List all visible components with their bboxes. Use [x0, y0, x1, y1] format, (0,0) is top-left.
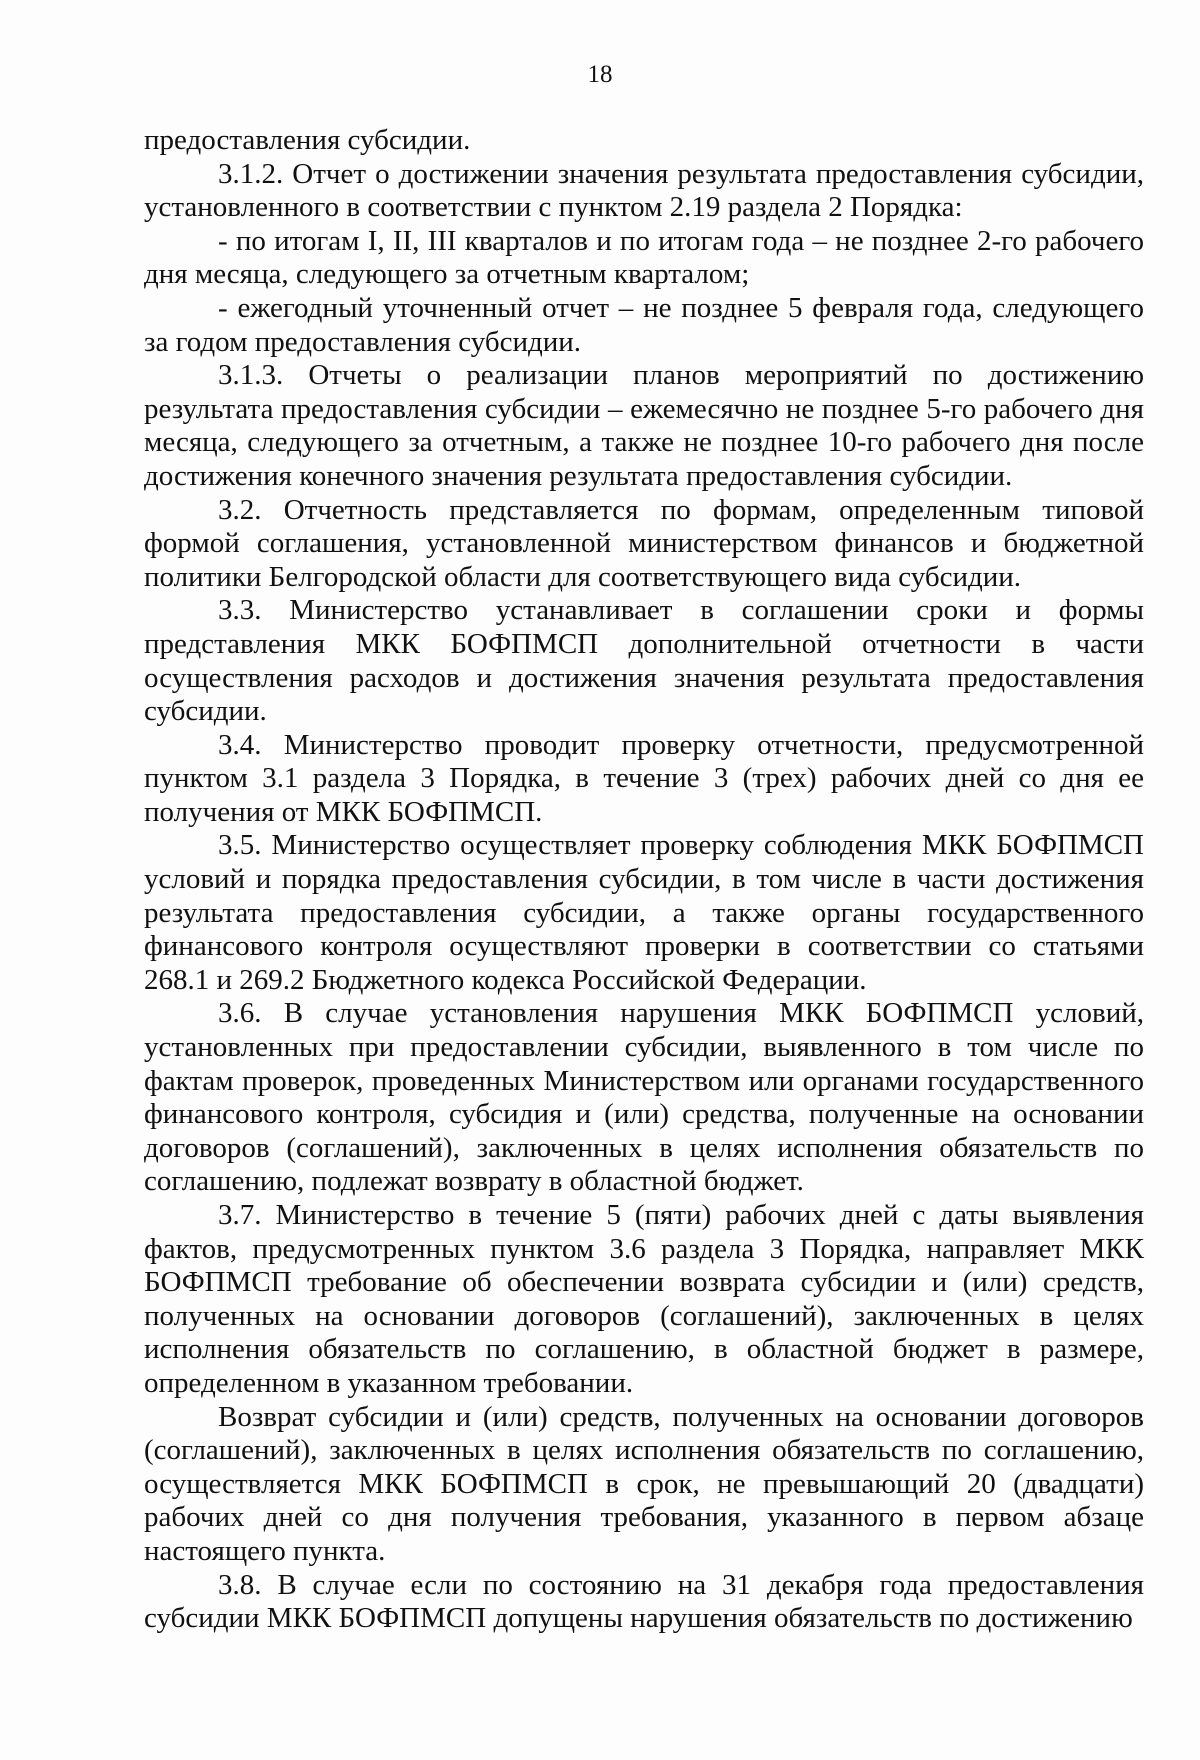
paragraph-3-6: 3.6. В случае установления нарушения МКК БОФПМСП условий, установленных при предоставлении субсидии, выявленного в том числе по фактам проверок, проведенных Министерством или органами государственного финансового контроля, субсидия и (или) средства, полученные на основании договоров (соглашений), заключенных в целях исполнения обязательств по соглашению, подлежат возврату в областной бюджет.	[144, 997, 1144, 1198]
document-body	[144, 124, 1144, 1636]
paragraph-list-item-quarterly: - по итогам I, II, III кварталов и по итогам года – не позднее 2-го рабочего дня месяца, следующего за отчетным кварталом;	[144, 224, 1144, 291]
paragraph-3-4: 3.4. Министерство проводит проверку отчетности, предусмотренной пунктом 3.1 раздела 3 Порядка, в течение 3 (трех) рабочих дней со дня ее получения от МКК БОФПМСП.	[144, 728, 1144, 828]
paragraph-3-8: 3.8. В случае если по состоянию на 31 декабря года предоставления субсидии МКК БОФПМСП допущены нарушения обязательств по достижению	[144, 1568, 1144, 1635]
paragraph-3-7: 3.7. Министерство в течение 5 (пяти) рабочих дней с даты выявления фактов, предусмотренных пунктом 3.6 раздела 3 Порядка, направляет МКК БОФПМСП требование об обеспечении возврата субсидии и (или) средств, полученных на основании договоров (соглашений), заключенных в целях исполнения обязательств по соглашению, в областной бюджет в размере, определенном в указанном требовании.	[144, 1199, 1144, 1399]
paragraph-continuation: предоставления субсидии.	[144, 124, 471, 156]
paragraph-3-3: 3.3. Министерство устанавливает в соглашении сроки и формы представления МКК БОФПМСП дополнительной отчетности в части осуществления расходов и достижения значения результата предоставления субсидии.	[144, 594, 1144, 728]
paragraph-3-1-3: 3.1.3. Отчеты о реализации планов мероприятий по достижению результата предоставления субсидии – ежемесячно не позднее 5-го рабочего дня месяца, следующего за отчетным, а также не позднее 10-го рабочего дня после достижения конечного значения результата предоставления субсидии.	[144, 359, 1144, 492]
paragraph-3-7-return: Возврат субсидии и (или) средств, полученных на основании договоров (соглашений), заключенных в целях исполнения обязательств по соглашению, осуществляется МКК БОФПМСП в срок, не превышающий 20 (двадцати) рабочих дней со дня получения требования, указанного в первом абзаце настоящего пункта.	[144, 1400, 1144, 1567]
paragraph-3-5: 3.5. Министерство осуществляет проверку соблюдения МКК БОФПМСП условий и порядка предоставления субсидии, в том числе в части достижения результата предоставления субсидии, а также органы государственного финансового контроля осуществляют проверки в соответствии со статьями 268.1 и 269.2 Бюджетного кодекса Российской Федерации.	[144, 829, 1144, 996]
paragraph-3-1-2: 3.1.2. Отчет о достижении значения результата предоставления субсидии, установленного в соответствии с пунктом 2.19 раздела 2 Порядка:	[144, 157, 1144, 224]
page-number: 18	[587, 61, 613, 88]
paragraph-3-2: 3.2. Отчетность представляется по формам, определенным типовой формой соглашения, установленной министерством финансов и бюджетной политики Белгородской области для соответствующего вида субсидии.	[144, 493, 1144, 593]
paragraph-list-item-annual: - ежегодный уточненный отчет – не позднее 5 февраля года, следующего за годом предоставления субсидии.	[144, 291, 1144, 358]
